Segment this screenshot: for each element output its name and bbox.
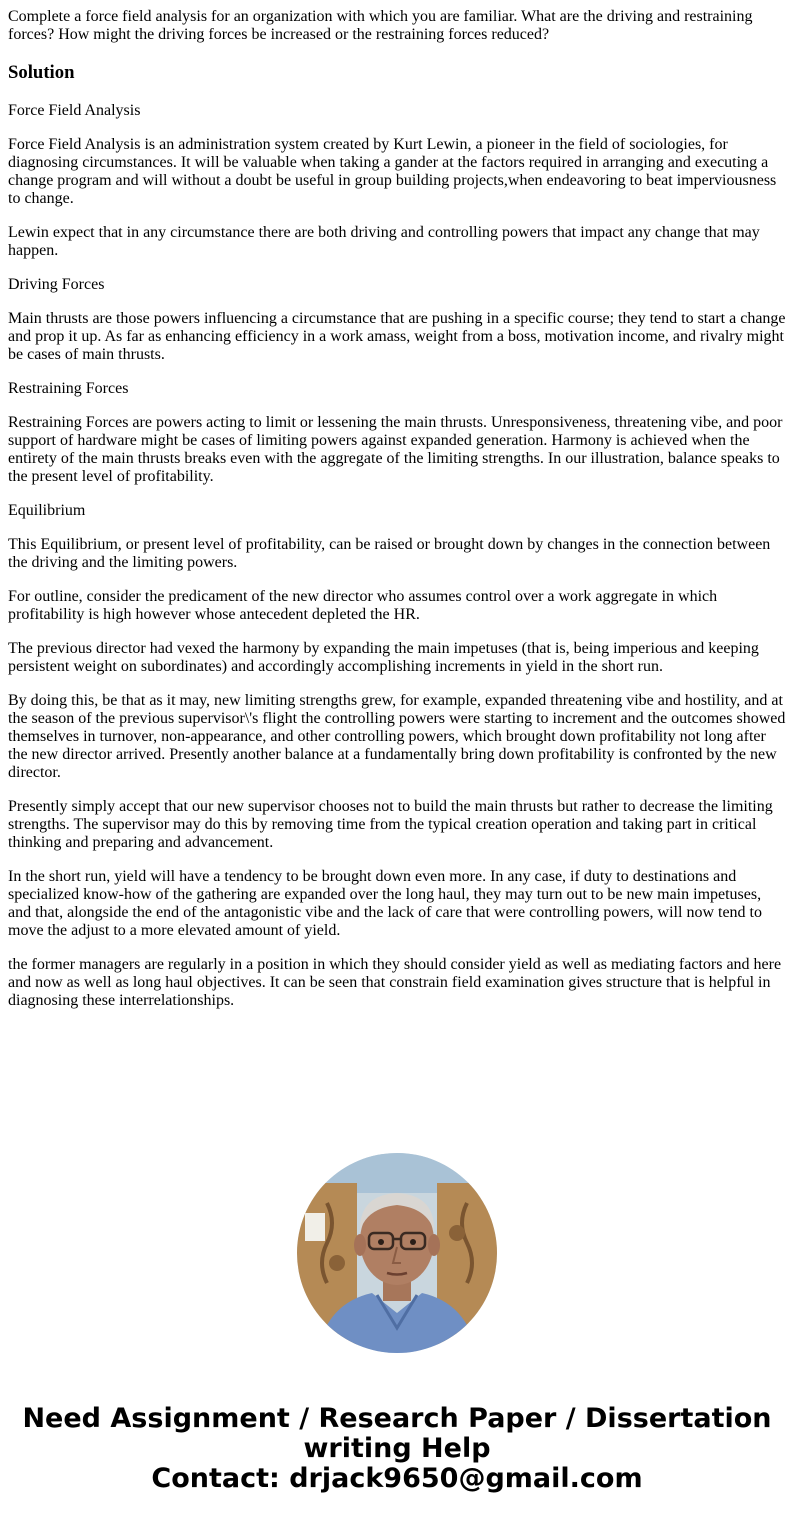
promo-contact: Contact: drjack9650@gmail.com	[151, 1463, 643, 1494]
paragraph: For outline, consider the predicament of the new director who assumes control over a work aggregate in which profitability is high however whose antecedent depleted the HR.	[8, 588, 718, 623]
paragraph: Main thrusts are those powers influencing a circumstance that are pushing in a specific course; they tend to start a change and prop it up. As far as enhancing efficiency in a work amass, weight from a boss, motivation income, and rivalry might be cases of main thrusts.	[8, 310, 786, 363]
section-label-driving-forces: Driving Forces	[8, 276, 105, 293]
paragraph: This Equilibrium, or present level of profitability, can be raised or brought down by changes in the connection between the driving and the limiting powers.	[8, 536, 771, 571]
paragraph-title: Force Field Analysis	[8, 102, 141, 119]
paragraph: Presently simply accept that our new supervisor chooses not to build the main thrusts but rather to decrease the limiting strengths. The supervisor may do this by removing time from the typical creation operation and taking part in critical thinking and preparing and advancement.	[8, 798, 773, 851]
paragraph: Restraining Forces are powers acting to limit or lessening the main thrusts. Unresponsiveness, threatening vibe, and poor support of hardware might be cases of limiting powers against expanded generation. Harmony is achieved when the entirety of the main thrusts breaks even with the aggregate of the limiting strengths. In our illustration, balance speaks to the present level of profitability.	[8, 414, 783, 485]
solution-heading: Solution	[8, 62, 75, 83]
author-avatar	[297, 1153, 497, 1353]
question-text: Complete a force field analysis for an organization with which you are familiar. What are the driving and restraining forces? How might the driving forces be increased or the restraining forces reduced?	[8, 8, 753, 43]
section-label-equilibrium: Equilibrium	[8, 502, 86, 519]
paragraph: The previous director had vexed the harmony by expanding the main impetuses (that is, being imperious and keeping persistent weight on subordinates) and accordingly accomplishing increments in yield in the short run.	[8, 640, 759, 675]
promo-banner	[0, 1404, 794, 1494]
paragraph: In the short run, yield will have a tendency to be brought down even more. In any case, if duty to destinations and specialized know-how of the gathering are expanded over the long haul, they may turn out to be new main impetuses, and that, alongside the end of the antagonistic vibe and the lack of care that were controlling powers, will now tend to move the adjust to a more elevated amount of yield.	[8, 868, 762, 939]
promo-line-2: writing Help	[303, 1433, 491, 1464]
promo-line-1: Need Assignment / Research Paper / Dissertation	[22, 1403, 772, 1434]
paragraph: Force Field Analysis is an administration system created by Kurt Lewin, a pioneer in the field of sociologies, for diagnosing circumstances. It will be valuable when taking a gander at the factors required in arranging and executing a change program and will without a doubt be useful in group building projects,when endeavoring to beat imperviousness to change.	[8, 136, 777, 207]
paragraph: Lewin expect that in any circumstance there are both driving and controlling powers that impact any change that may happen.	[8, 224, 760, 259]
author-portrait-image	[297, 1153, 497, 1353]
paragraph: the former managers are regularly in a position in which they should consider yield as well as mediating factors and here and now as well as long haul objectives. It can be seen that constrain field examination gives structure that is helpful in diagnosing these interrelationships.	[8, 956, 782, 1009]
paragraph: By doing this, be that as it may, new limiting strengths grew, for example, expanded threatening vibe and hostility, and at the season of the previous supervisor\'s flight the controlling powers were starting to increment and the outcomes showed themselves in turnover, non-appearance, and other controlling powers, which brought down profitability not long after the new director arrived. Presently another balance at a fundamentally bring down profitability is confronted by the new director.	[8, 692, 786, 781]
section-label-restraining-forces: Restraining Forces	[8, 380, 129, 397]
